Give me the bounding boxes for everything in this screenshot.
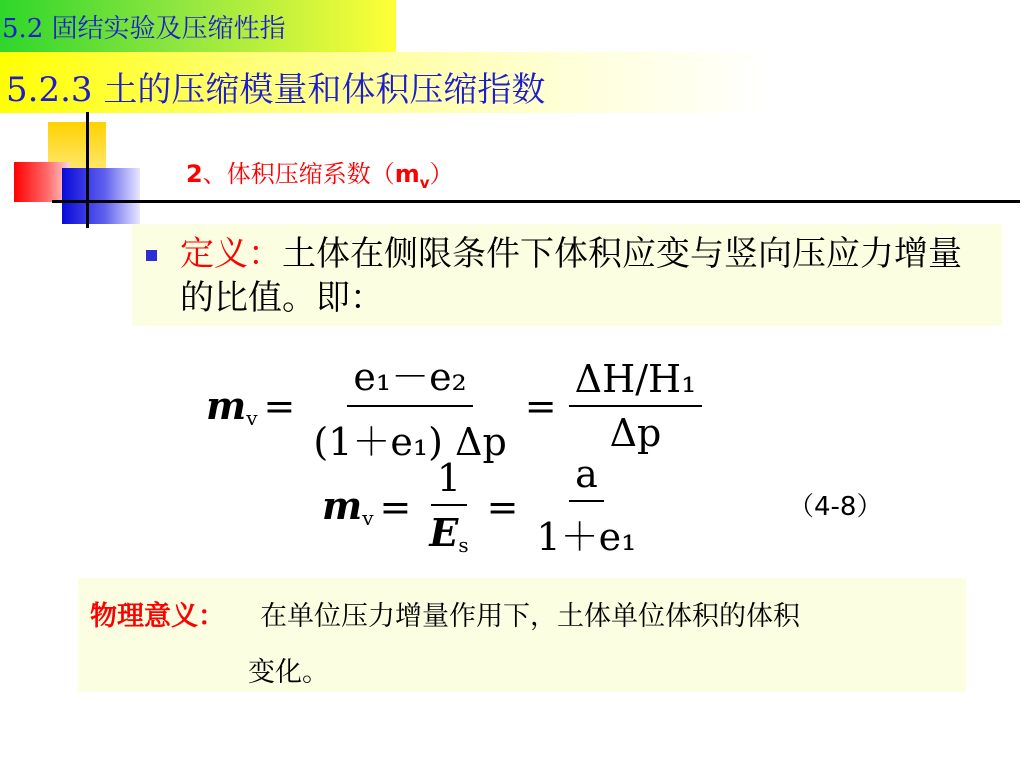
decor-vertical-line [86, 112, 89, 228]
formula1-frac1-denominator: (1＋e₁) Δp [313, 420, 507, 464]
formula2-frac2-numerator: a [569, 452, 604, 502]
formula1-equals-2: = [524, 384, 557, 428]
formula1-equals: = [263, 384, 296, 428]
formula1-fraction-2 [569, 357, 703, 455]
formula2-equals-2: = [486, 484, 519, 529]
physical-meaning-line-2: 变化。 [248, 657, 329, 688]
formula2-frac1-denominator: Es [429, 510, 469, 557]
sub-heading [186, 154, 454, 192]
decor-horizontal-line [52, 200, 1020, 203]
formula1-frac1-numerator: e₁－e₂ [347, 346, 472, 407]
formula2-frac2-denominator: 1＋e₁ [536, 515, 637, 559]
formula-volume-compressibility [206, 346, 708, 466]
formula1-frac2-denominator: Δp [609, 411, 662, 455]
section-title: 5.2 固结实验及压缩性指 [2, 14, 286, 44]
formula2-fraction-2 [530, 452, 642, 561]
bullet-icon [146, 250, 157, 261]
physical-meaning-line-1: 在单位压力增量作用下，土体单位体积的体积 [260, 601, 800, 632]
definition-body: 土体在侧限条件下体积应变与竖向压应力增量的比值。即： [180, 234, 962, 318]
definition-text [180, 232, 990, 320]
formula2-lhs: mv [322, 483, 374, 530]
formula1-frac2-numerator: ΔH/H₁ [569, 357, 703, 407]
equation-number: （4-8） [788, 492, 883, 522]
sub-heading-text: 、体积压缩系数（ [202, 160, 395, 188]
formula2-fraction-1 [423, 456, 474, 557]
decor-blue-square [62, 168, 140, 224]
formula-modulus-relation [322, 452, 648, 561]
subsection-title: 5.2.3 土的压缩模量和体积压缩指数 [6, 70, 546, 110]
formula2-frac1-numerator: 1 [431, 456, 467, 506]
formula1-fraction-1 [307, 346, 512, 466]
formula1-lhs: mv [206, 382, 258, 430]
formula2-equals: = [379, 484, 412, 529]
sub-heading-suffix: ） [429, 160, 454, 188]
definition-label: 定义： [180, 234, 282, 274]
physical-meaning-label: 物理意义： [90, 601, 225, 632]
sub-heading-number: 2 [186, 160, 203, 188]
sub-heading-symbol: $m_v$ [394, 160, 430, 192]
